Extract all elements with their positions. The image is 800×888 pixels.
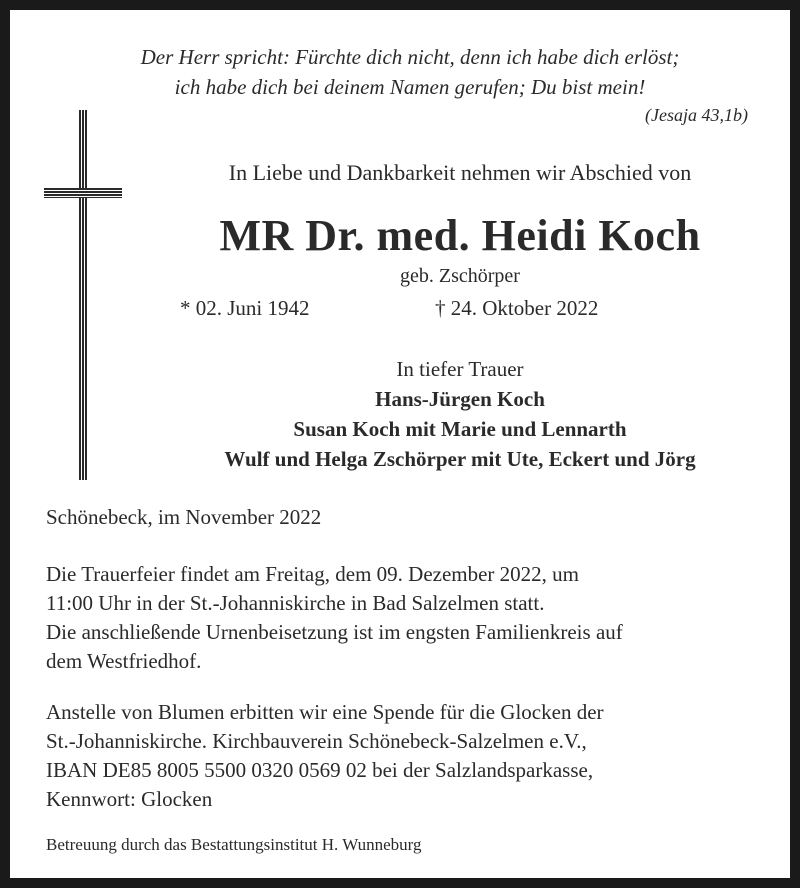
birth-name: geb. Zschörper (400, 265, 520, 287)
donation-info (46, 698, 774, 814)
mourner-name: Wulf und Helga Zschörper mit Ute, Eckert und Jörg (224, 447, 696, 471)
donation-line: St.-Johanniskirche. Kirchbauverein Schönebeck-Salzelmen e.V., (46, 729, 587, 753)
bible-verse-line-2: ich habe dich bei deinem Namen gerufen; Du bist mein! (174, 75, 646, 99)
mourner-name: Hans-Jürgen Koch (375, 387, 545, 411)
bible-verse-line-1: Der Herr spricht: Fürchte dich nicht, denn ich habe dich erlöst; (140, 45, 680, 69)
place-and-date: Schönebeck, im November 2022 (46, 505, 322, 529)
funeral-line: dem Westfriedhof. (46, 649, 202, 673)
birth-date: * 02. Juni 1942 (180, 296, 310, 320)
death-date: † 24. Oktober 2022 (435, 296, 599, 320)
deceased-name: MR Dr. med. Heidi Koch (219, 211, 701, 260)
mourners-heading: In tiefer Trauer (396, 357, 524, 381)
funeral-line: Die Trauerfeier findet am Freitag, dem 09. Dezember 2022, um (46, 562, 580, 586)
funeral-line: 11:00 Uhr in der St.-Johanniskirche in Bad Salzelmen statt. (46, 591, 545, 615)
funeral-home-credit: Betreuung durch das Bestattungsinstitut H. Wunneburg (46, 835, 422, 854)
funeral-line: Die anschließende Urnenbeisetzung ist im engsten Familienkreis auf (46, 620, 623, 644)
intro-text: In Liebe und Dankbarkeit nehmen wir Abschied von (228, 160, 692, 185)
donation-line: IBAN DE85 8005 5500 0320 0569 02 bei der Salzlandsparkasse, (46, 758, 594, 782)
funeral-info (46, 560, 774, 676)
mourners-block (110, 354, 800, 474)
donation-line: Kennwort: Glocken (46, 787, 213, 811)
bible-verse-reference: (Jesaja 43,1b) (645, 105, 748, 125)
donation-line: Anstelle von Blumen erbitten wir eine Spende für die Glocken der (46, 700, 604, 724)
mourner-name: Susan Koch mit Marie und Lennarth (293, 417, 627, 441)
